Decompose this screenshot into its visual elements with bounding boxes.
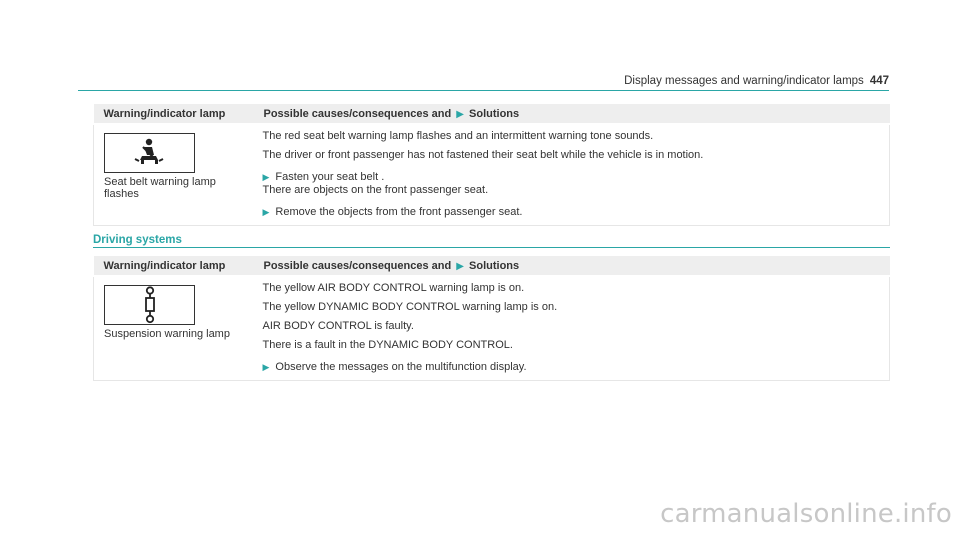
table-row — [94, 276, 890, 381]
table-header-row — [94, 104, 890, 124]
causes-cell — [254, 276, 890, 381]
lamp-cell — [94, 124, 254, 226]
col-header-causes: Possible causes/consequences and ▶ Solutions — [254, 104, 890, 124]
header-rule — [78, 90, 889, 91]
col-header-causes: Possible causes/consequences and ▶ Solutions — [254, 256, 890, 276]
seatbelt-warning-icon — [104, 133, 195, 173]
table-row — [94, 124, 890, 226]
solution-arrow-icon: ▶ — [456, 109, 464, 120]
cause-line: AIR BODY CONTROL is faulty. — [262, 320, 414, 332]
running-header — [624, 75, 889, 87]
action-arrow-icon: ▶ — [262, 172, 270, 182]
causes-cell — [254, 124, 890, 226]
action-arrow-icon: ▶ — [262, 362, 270, 372]
cause-line: The driver or front passenger has not fastened their seat belt while the vehicle is in motion. — [262, 149, 704, 161]
cause-line: There is a fault in the DYNAMIC BODY CONTROL. — [262, 339, 513, 351]
watermark: carmanualsonline.info — [660, 499, 952, 529]
lamp-label: Seat belt warning lamp flashes — [104, 176, 216, 200]
col-header-lamp: Warning/indicator lamp — [94, 104, 254, 124]
seatbelt-warning-table — [93, 104, 890, 226]
cause-line: The yellow AIR BODY CONTROL warning lamp is on. — [262, 282, 525, 294]
suspension-warning-table — [93, 256, 890, 381]
cause-line: The red seat belt warning lamp flashes and an intermittent warning tone sounds. — [262, 130, 654, 142]
cause-line: There are objects on the front passenger seat. — [262, 184, 489, 196]
action-item: ▶ Observe the messages on the multifunction display. — [262, 361, 527, 373]
section-title: Driving systems — [93, 234, 182, 246]
col-header-lamp: Warning/indicator lamp — [94, 256, 254, 276]
action-arrow-icon: ▶ — [262, 207, 270, 217]
lamp-cell — [94, 276, 254, 381]
suspension-warning-icon — [104, 285, 195, 325]
section-rule — [93, 247, 890, 248]
table-header-row — [94, 256, 890, 276]
solution-arrow-icon: ▶ — [456, 261, 464, 272]
lamp-label: Suspension warning lamp — [104, 328, 230, 340]
action-item: ▶ Fasten your seat belt . — [262, 171, 385, 183]
action-item: ▶ Remove the objects from the front passenger seat. — [262, 206, 523, 218]
cause-line: The yellow DYNAMIC BODY CONTROL warning lamp is on. — [262, 301, 558, 313]
page-number: 447 — [869, 75, 889, 87]
header-title: Display messages and warning/indicator lamps — [624, 75, 864, 87]
